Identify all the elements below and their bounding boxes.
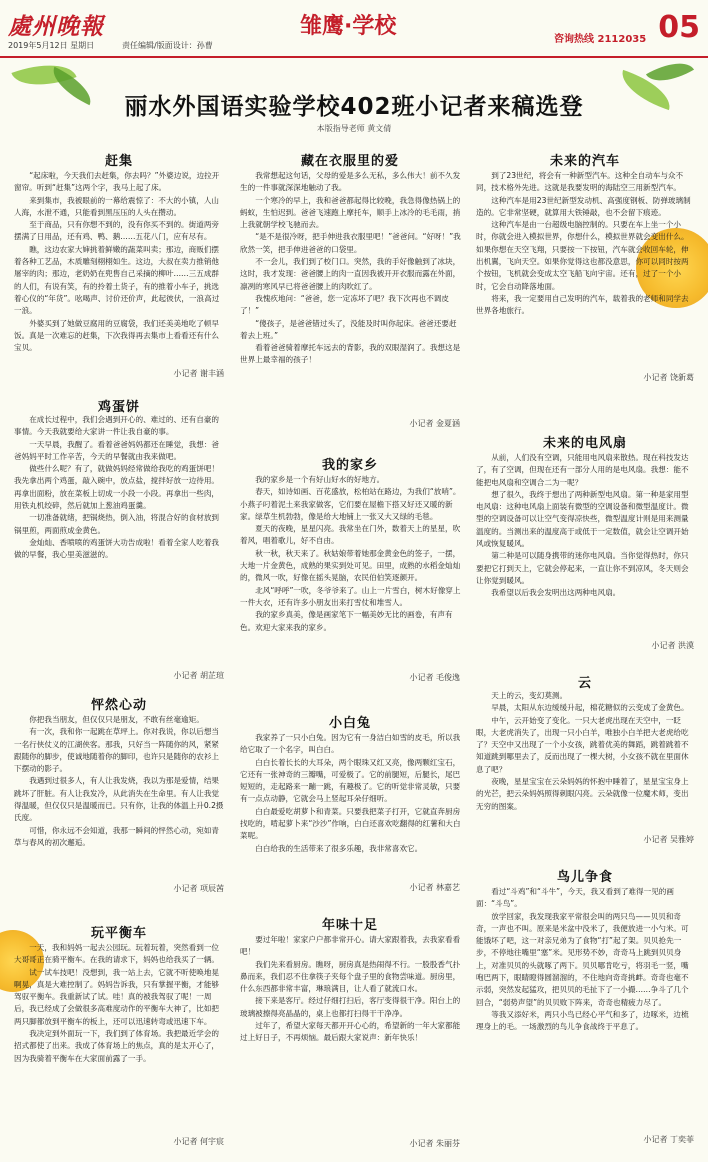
article-paragraph: 金灿灿、香喷喷的鸡蛋饼大功告成啦！看着全家人吃着我做的早餐，我心里美滋滋的。 xyxy=(14,537,220,560)
article-byline: 小记者 何宇宸 xyxy=(173,1137,224,1146)
article-paragraph: 我愧疚地问：“爸爸，您一定冻坏了吧？我下次再也不调皮了！” xyxy=(240,293,449,316)
article-paragraph: 这种汽车是由一台超级电脑控制的。只要在车上坐一个小时，你就会进入模拟世界，你想什么，模拟世界就会变出什么。如果你想在天空飞翔，只要按一下按钮，汽车就会收回车轮，伸出机翼，飞向天空。如果你觉得这也都没意思，你可以同时按两个按钮，飞机就会变成太空飞船飞向宇宙。还有，过了一个小时，它会自动降落地面。 xyxy=(476,220,689,291)
article-paragraph: 我遇到过很多人，有人让我发烧，我以为那是爱情，结果跳坏了肝脏。有人让我发冷，从此消失在生命里。有人让我觉得温暖，但仅仅只是温暖而已。只有你，让我的体温上升0.2摄氏度。 xyxy=(14,776,224,823)
page-number: 05 xyxy=(658,10,700,45)
article-title: 年味十足 xyxy=(321,918,378,933)
article-paragraph: 从前，人们没有空调，只能用电风扇来散热。现在科技发达了，有了空调，但现在还有一部分人用的是电风扇。我想：能不能把电风扇和空调合二为一呢？ xyxy=(476,453,689,487)
article-paragraph: 我的家乡真美，像是画家笔下一幅美妙无比的画卷，有声有色。欢迎大家来我的家乡。 xyxy=(240,610,453,632)
article-paragraph: 外婆买到了她做豆腐用的豆腐袋，我们还美美地吃了顿早饭。真是一次难忘的赶集，下次我得再去集市上看看还有什么宝贝。 xyxy=(14,318,220,353)
article-body xyxy=(240,934,462,1132)
article-paragraph: 可惜，你永远不会知道，我那一瞬间的怦然心动，宛如青草与春风的初次邂逅。 xyxy=(14,825,220,847)
article-paragraph: 夏天的夜晚，星星闪亮。我常坐在门外，数着天上的星星，吹着风，唱着歌儿，好不自由。 xyxy=(240,524,461,546)
article-paragraph: 天上的云，变幻莫测。 xyxy=(491,691,568,700)
article-paragraph: 秋一秋，秋天来了。秋姑娘带着她那金黄金色的签子，一摆，大地一片金黄色，成熟的果实到处可见。田里，成熟的水稻金灿灿的，微风一吹，好像在摇头晃脑，农民伯伯笑逐颜开。 xyxy=(240,548,461,583)
article-paragraph: 放学回家，我发现我家平常很会叫的两只鸟——贝贝和奇奇，一声也不叫。原来是米盆中没米了，我便放进一小勺米。可能饿坏了吧，这一对亲兄弟为了食物“打”起了架。贝贝抢先一步，不停地往嘴里“塞”米。见形势不妙，奇奇马上跳到贝贝身上，对准贝贝的头就啄了两下。贝贝哪肯吃亏，将羽毛一竖，嘴咆巴两下，眼睛瞪得圆溜溜的，不住地向奇奇挑衅。奇奇也毫不示弱，突然发起猛攻，把贝贝的毛扯下了一小撮……争斗了几个回合，“弱势声望”的贝贝败下阵来，奇奇也精疲力尽了。 xyxy=(476,911,689,1007)
article-title: 鸡蛋饼 xyxy=(97,400,140,415)
article-paragraph: 至于商品，只有你想不到的，没有你买不到的。街道两旁摆满了日用品，还有鸡、鸭、鹅……五花八门，应有尽有。 xyxy=(14,220,220,242)
article-paragraph: “是不是很冷呀，把手伸进我衣服里吧！”爸爸问。“好呀！”我欣然一笑，把手伸进爸爸的口袋里。 xyxy=(240,232,461,254)
article-title: 未来的电风扇 xyxy=(542,436,627,451)
article-paragraph: “傻孩子，是爸爸错过头了，没能及时叫你起床。爸爸还要赶着去上班。” xyxy=(240,318,457,340)
article-paragraph: 要过年啦！家家户户都非常开心。请大家跟着我，去我家看看吧！ xyxy=(240,935,461,957)
article-byline: 小记者 洪漠 xyxy=(651,641,694,650)
article-paragraph: 看着爸爸骑着摩托车远去的背影，我的双眼湿润了。我想这是世界上最幸福的孩子！ xyxy=(240,343,461,365)
article-title: 未来的汽车 xyxy=(549,154,620,169)
article-title: 小白兔 xyxy=(328,716,371,731)
article-title: 玩平衡车 xyxy=(90,926,147,941)
article-paragraph: 我希望以后我会发明出这两种电风扇。 xyxy=(491,588,621,598)
article-paragraph: 来到集市，我被眼前的一幕给震惊了：不大的小镇，人山人海，水泄不通，只能看到黑压压的人头在攒动。 xyxy=(14,195,220,217)
hotline: 咨询热线 2112035 xyxy=(554,34,647,45)
article-title: 藏在衣服里的爱 xyxy=(300,154,399,169)
article-paragraph: 瞧，这边农家大婶挑着鲜嫩的蔬菜叫卖；那边，商贩们摆着各种工艺品，木质雕刻栩栩如生。这边，大叔在卖力推销他屠宰的肉；那边，老奶奶在兜售自己采摘的柳叶……三五成群的人们，有说有笑，有的拎着土货子，有的推着小车子，挑选着心仪的“年货”。吆喝声、讨价还价声，此起彼伏，一浪高过一浪。 xyxy=(14,244,220,316)
article-paragraph: 我们先来看厨房。瞧呀，厨房真是热闹得不行。一股股香气扑鼻而来，我们忍不住拿筷子夹每个盘子里的食物尝味道。厨房里，什么东西都非常丰富，琳琅满目，让人看了就流口水。 xyxy=(240,959,461,994)
article-paragraph: 我家养了一只小白兔。因为它有一身洁白如雪的皮毛，所以我给它取了一个名字，叫白白。 xyxy=(240,733,461,755)
article-paragraph: 一天，我和妈妈一起去公园玩。玩着玩着，突然看到一位大哥哥正在骑平衡车。在我的请求下，妈妈也给我买了一辆。 xyxy=(14,943,220,965)
article-paragraph: 过年了，希望大家每天都开开心心的，希望新的一年大家都能过上好日子，不再烦恼。最后跟大家说声：新年快乐！ xyxy=(240,1021,461,1043)
article-title: 云 xyxy=(577,676,592,691)
article-paragraph: “起床啦，今天我们去赶集，你去吗？”外婆边说，边拉开窗帘。听到“赶集”这两个字，我马上起了床。 xyxy=(14,171,220,193)
article-paragraph: 试一试车技吧！没想到，我一站上去，它就不听使唤地晃啊晃，真是大难控制了。妈妈告诉我，只有掌握平衡，才能够驾驭平衡车。我重新试了试。哇！真的被我驾驭了呢！一周后，我已经成了会做很多高难度动作的平衡车大神了，比如把两只脚都放到平衡车的板上，还可以迅速转弯或迅速下车。 xyxy=(14,967,220,1026)
article-title: 我的家乡 xyxy=(321,458,378,473)
article-body xyxy=(476,170,696,370)
article-body xyxy=(476,690,696,830)
advisor-credit: 本版指导老师 黄文倩 xyxy=(316,124,392,133)
article-paragraph: 一切准备就绪，把锅烧热，倒入油，将混合好的食材放到锅里煎，两面煎成金黄色。 xyxy=(14,513,220,535)
article-paragraph: 看过“斗鸡”和“斗牛”，今天，我又看到了难得一见的画面：“斗鸟”。 xyxy=(476,887,674,909)
article-paragraph: 这种汽车是用23世纪新型发动机、高强度钢板、防弹玻璃制造的。它非常坚硬，就算用大铁锤敲，也不会留下痕迹。 xyxy=(476,195,691,217)
article-paragraph: 我决定到外面玩一下，我们到了体育场。我把最近学会的招式都使了出来。我成了体育场上的焦点，真的是太开心了，因为我骑着平衡车在大家面前露了一手。 xyxy=(14,1029,220,1063)
article-byline: 小记者 朱丽芬 xyxy=(409,1139,460,1148)
article-body xyxy=(240,732,462,882)
article-byline: 小记者 林嘉艺 xyxy=(409,883,460,892)
article-paragraph: 将来，我一定要用自己发明的汽车，载着我的老师和同学去世界各地旅行。 xyxy=(476,293,689,316)
masthead xyxy=(0,0,708,58)
editor-credit: 责任编辑/版面设计：孙曹 xyxy=(122,41,213,50)
article-paragraph: 北风“呼呼”一吹，冬爷爷来了。山上一片雪白，树木好像穿上一件大衣，还有许多小朋友出来打雪仗和堆雪人。 xyxy=(240,585,461,607)
page-headline: 丽水外国语实验学校402班小记者来稿选登 xyxy=(124,94,584,120)
section-title: 雏鹰·学校 xyxy=(300,14,397,39)
article-paragraph: 一个寒冷的早上，我和爸爸都起得比较晚，我急得像热锅上的蚂蚁，生怕迟到。爸爸飞速跑上摩托车，顺手上冰冷的毛毛雨，捎上我就朝学校飞驰而去。 xyxy=(240,195,461,230)
article-paragraph: 你把我当朋友，但仅仅只是朋友，不敢有丝毫逾矩。 xyxy=(29,715,204,724)
article-byline: 小记者 吴雅婷 xyxy=(643,835,694,844)
article-paragraph: 到了23世纪，将会有一种新型汽车。这种全自动车与众不同，技术格外先进。这就是我要发明的海陆空三用新型汽车。 xyxy=(476,171,684,193)
article-byline: 小记者 丁奕菲 xyxy=(643,1135,694,1144)
article-byline: 小记者 饶新葛 xyxy=(643,373,694,382)
issue-date: 2019年5月12日 星期日 xyxy=(8,41,95,50)
article-body xyxy=(14,714,226,882)
article-paragraph: 夜晚，星星宝宝在云朵妈妈的怀抱中睡着了，星星宝宝身上的光芒，把云朵妈妈照得刺眼闪亮。云朵就像一位魔术师，变出无穷的图案。 xyxy=(476,777,689,811)
article-title: 怦然心动 xyxy=(90,698,147,713)
article-body xyxy=(14,414,226,668)
article-body xyxy=(240,170,462,416)
article-byline: 小记者 项辰茜 xyxy=(173,884,224,893)
article-body xyxy=(14,942,226,1134)
article-paragraph: 白白最爱吃胡萝卜和青菜。只要我把菜子打开，它就直奔厨房找吃的，啃起萝卜来“沙沙”作响，白白还喜欢吃翻得的红薯和大白菜呢。 xyxy=(240,806,461,841)
article-byline: 小记者 谢丰涵 xyxy=(173,369,224,378)
article-paragraph: 白白长着长长的大耳朵，两个眼珠又红又亮，像两颗红宝石，它还有一张神奇的三瓣嘴，可爱极了。它的前腿短，后腿长，尾巴短短的，走起路来一蹦一跳，有趣极了。它的听觉非常灵敏，只要有一点点动静，它就会马上竖起耳朵仔细听。 xyxy=(240,757,461,804)
article-paragraph: 想了很久，我终于想出了两种新型电风扇。第一种是家用型电风扇：这种电风扇上面装有微型的空调设备和微型温度计。微型的空调设备可以让空气变得凉快些，微型温度计则是用来测量温度的。当测出来的温度高于或低于一定数值，就会让空调开始风或恢复暖风。 xyxy=(476,489,689,549)
newspaper-logo: 處州晚報 xyxy=(8,13,104,40)
article-paragraph: 白白给我的生活带来了很多乐趣，我非常喜欢它。 xyxy=(255,843,423,853)
article-body xyxy=(476,886,696,1130)
article-byline: 小记者 金夏涵 xyxy=(409,419,460,428)
article-paragraph: 第二种是可以随身携带的迷你电风扇。当你觉得热时，你只要把它打到天上，它就会停起来，一直让你不到凉风，冬天则会让你觉到暖风。 xyxy=(476,551,689,585)
article-paragraph: 中午，云开始变了变化。一只大老虎出现在天空中，一眨眼，大老虎消失了，出现一只小白羊，唯独小白羊把大老虎给吃了？天空中又出现了一个小女孩，跳着优美的舞蹈，跳着跳着不知道跳到哪里去了，反而出现了一棵大树，小女孩不就在里面休息了吧？ xyxy=(476,715,689,774)
article-paragraph: 有一次，我和你一起跳在草坪上。你对我说，你以后想当一名行侠仗义的江湖侠客。那我，只好当一阵随你的风，紧紧跟随你的脚步，使诚地随着你的脚印，也许只是随你的农衫上下摆动的影子。 xyxy=(14,727,220,774)
article-byline: 小记者 胡芷瑄 xyxy=(173,671,224,680)
article-title: 赶集 xyxy=(104,154,133,169)
article-paragraph: 我常想起这句话，父母的爱是多么无私，多么伟大！前不久发生的一件事就深深地触动了我。 xyxy=(240,171,461,193)
article-paragraph: 不一会儿，我们到了校门口。突然，我的手好像触到了冰块，这时，我才发现：爸爸腰上的肉一直因我被开开衣服而露在外面，凛冽的寒风早已将爸爸腰上的肉吹红了。 xyxy=(240,257,461,291)
article-paragraph: 我的家乡是一个有好山好水的好地方。 xyxy=(255,475,385,484)
article-title: 鸟儿争食 xyxy=(556,870,613,885)
article-body xyxy=(240,474,462,664)
article-paragraph: 在成长过程中，我们会遇到开心的、难过的、还有自豪的事情。今天我就要给大家讲一件让我自豪的事。 xyxy=(14,415,220,437)
article-paragraph: 等我又添好米，两只小鸟已经心平气和多了，边啄米，边梳理身上的毛。一场激烈的鸟儿争食战终于平息了。 xyxy=(476,1009,689,1032)
article-body xyxy=(14,170,226,366)
article-paragraph: 接下来是客厅。经过仔细打扫后，客厅变得很干净。阳台上的玻璃被擦得亮晶晶的，桌上也都打扫得干干净净。 xyxy=(240,996,461,1018)
article-paragraph: 春天，如诗如画、百花盛放，松柏站在路边，为我们“放哨”。小燕子叼着泥土来我家做客，它们要在屋檐下搭又好还又暖的新家。绿草生机勃勃，像是给大地铺上一张又大又绿的毛毯。 xyxy=(240,487,461,521)
article-body xyxy=(476,452,696,634)
article-paragraph: 做些什么呢？有了，就做妈妈经常做给我吃的鸡蛋饼吧！我先拿出两个鸡蛋，敲入碗中，放点盐，搅拌好放一边待用。再拿出面粉，放在菜板上切成一小段一小段。再拿出一些肉，用铁丸机绞碎，然后就加上葱油鸡蛋羹。 xyxy=(14,464,220,511)
article-paragraph: 早晨，太阳从东边缓缓升起，棉花糖似的云变成了金黄色。 xyxy=(491,703,689,713)
article-byline: 小记者 毛俊逸 xyxy=(409,673,460,682)
article-paragraph: 一天早晨，我醒了。看着爸爸妈妈都还在睡觉，我想：爸爸妈妈平时工作辛苦，今天的早餐就由我来做吧。 xyxy=(14,439,220,461)
